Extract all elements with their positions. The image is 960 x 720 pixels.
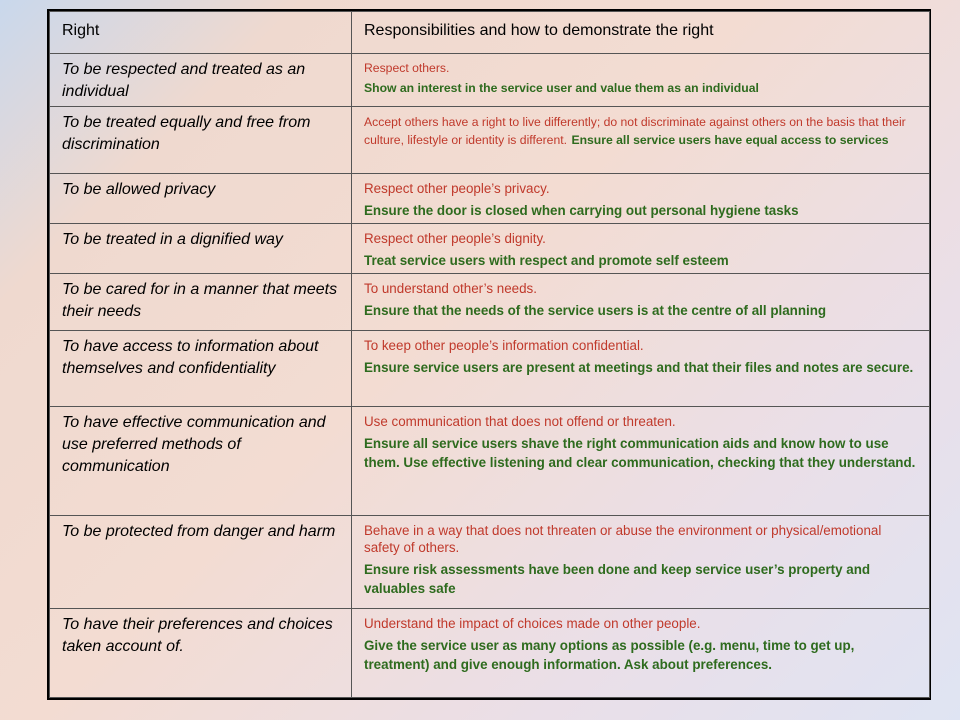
action-text: Ensure all service users shave the right communication aids and know how to use them. Use effective listening and clear communication, checking that they understand. [364, 436, 916, 470]
action-text: Ensure that the needs of the service users is at the centre of all planning [364, 303, 827, 318]
action-text: Ensure the door is closed when carrying out personal hygiene tasks [364, 203, 799, 218]
table-row [50, 331, 930, 407]
responsibility-cell [352, 407, 930, 516]
responsibility-cell [352, 107, 930, 174]
right-cell: To be treated equally and free from discrimination [50, 107, 352, 174]
right-cell: To be allowed privacy [50, 174, 352, 224]
rights-table [47, 9, 931, 700]
right-cell: To be respected and treated as an individual [50, 54, 352, 107]
table-row [50, 107, 930, 174]
responsibility-text: To keep other people’s information confidential. [364, 338, 644, 353]
table-row [50, 609, 930, 698]
responsibility-text: Respect other people’s dignity. [364, 231, 546, 246]
responsibility-text: Accept others have a right to live differently; do not discriminate against others on the basis that their culture, lifestyle or identity is different. [364, 115, 906, 147]
responsibility-cell [352, 609, 930, 698]
right-cell: To have access to information about themselves and confidentiality [50, 331, 352, 407]
table-row [50, 274, 930, 331]
responsibility-text: Behave in a way that does not threaten or abuse the environment or physical/emotional safety of others. [364, 523, 882, 555]
responsibility-cell [352, 54, 930, 107]
responsibility-cell [352, 224, 930, 274]
table-row [50, 174, 930, 224]
responsibility-text: Understand the impact of choices made on other people. [364, 616, 701, 631]
responsibility-text: To understand other’s needs. [364, 281, 537, 296]
responsibility-cell [352, 516, 930, 609]
responsibility-text: Respect other people’s privacy. [364, 181, 550, 196]
action-text: Ensure risk assessments have been done and keep service user’s property and valuables safe [364, 562, 871, 596]
responsibility-cell [352, 174, 930, 224]
table-row [50, 407, 930, 516]
right-cell: To be cared for in a manner that meets their needs [50, 274, 352, 331]
right-cell: To have their preferences and choices taken account of. [50, 609, 352, 698]
responsibility-cell [352, 274, 930, 331]
right-cell: To be treated in a dignified way [50, 224, 352, 274]
table-row [50, 224, 930, 274]
table-row [50, 54, 930, 107]
rights-table-grid [49, 11, 930, 698]
right-cell: To be protected from danger and harm [50, 516, 352, 609]
right-cell: To have effective communication and use preferred methods of communication [50, 407, 352, 516]
responsibility-cell [352, 331, 930, 407]
responsibility-text: Use communication that does not offend or threaten. [364, 414, 676, 429]
header-row [50, 12, 930, 54]
table-row [50, 516, 930, 609]
action-text: Ensure all service users have equal access to services [571, 133, 889, 147]
header-responsibilities: Responsibilities and how to demonstrate the right [352, 12, 930, 54]
action-text: Show an interest in the service user and value them as an individual [364, 81, 759, 95]
responsibility-text: Respect others. [364, 61, 450, 75]
header-right: Right [50, 12, 352, 54]
action-text: Give the service user as many options as possible (e.g. menu, time to get up, treatment) and give enough information. Ask about preferences. [364, 638, 855, 672]
action-text: Treat service users with respect and promote self esteem [364, 253, 729, 268]
action-text: Ensure service users are present at meetings and that their files and notes are secure. [364, 360, 914, 375]
